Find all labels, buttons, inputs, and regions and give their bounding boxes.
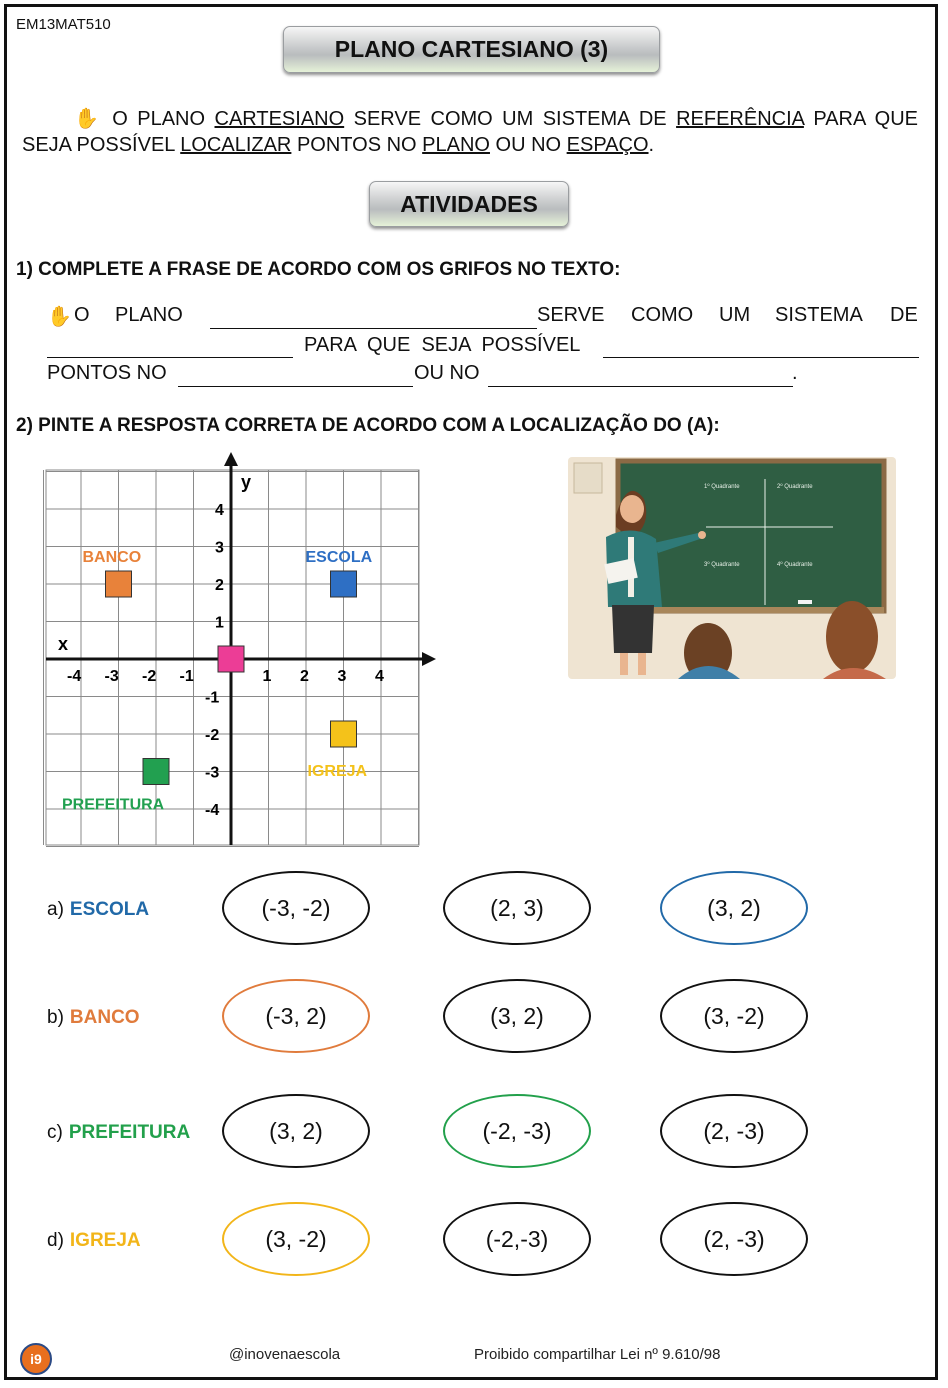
intro-text: OU NO <box>489 134 567 156</box>
option-letter: c) <box>47 1122 63 1143</box>
curriculum-code: EM13MAT510 <box>16 16 111 33</box>
sentence-word: DE <box>890 304 918 326</box>
y-axis-label: y <box>241 472 252 492</box>
intro-paragraph <box>22 106 918 158</box>
answer-blank-2[interactable] <box>47 357 293 358</box>
x-tick-label: 3 <box>337 668 347 685</box>
intro-text: . <box>648 134 655 156</box>
option-place-name: PREFEITURA <box>68 1122 191 1143</box>
option-label-prefeitura <box>47 1122 190 1144</box>
y-axis-arrow <box>224 452 238 466</box>
sentence-text: . <box>792 362 798 384</box>
quadrant-2-label: 2º Quadrante <box>777 484 813 490</box>
keyword-referencia: REFERÊNCIA <box>676 108 804 130</box>
answer-choice[interactable]: (3, -2) <box>660 979 808 1053</box>
quadrant-4-label: 4º Quadrante <box>777 562 813 568</box>
keyword-cartesiano: CARTESIANO <box>214 108 345 130</box>
escola-marker <box>331 571 357 597</box>
fill-in-sentence <box>47 304 919 394</box>
igreja-label: IGREJA <box>307 763 368 780</box>
x-tick-label: 2 <box>300 668 309 685</box>
x-tick-label: 4 <box>375 668 384 685</box>
y-tick-label: 1 <box>215 614 224 632</box>
sentence-word: SISTEMA <box>775 304 863 326</box>
x-tick-label: -2 <box>142 668 157 685</box>
option-place-name: ESCOLA <box>69 899 150 920</box>
answer-choice[interactable]: (-3, -2) <box>222 871 370 945</box>
hand-icon: ✋ <box>74 108 103 130</box>
intro-text: SEJA POSSÍVEL <box>22 134 181 156</box>
answer-choice[interactable]: (2, -3) <box>660 1202 808 1276</box>
footer-notice: Proibido compartilhar Lei nº 9.610/98 <box>474 1346 721 1363</box>
sentence-word: SERVE <box>537 304 605 326</box>
sentence-word: COMO <box>631 304 694 326</box>
answer-choice[interactable]: (3, 2) <box>660 871 808 945</box>
y-tick-label: -2 <box>205 727 220 744</box>
answer-blank-3[interactable] <box>603 357 919 358</box>
option-label-escola <box>47 899 149 921</box>
option-place-name: BANCO <box>69 1007 140 1028</box>
option-label-banco <box>47 1007 140 1029</box>
footer-handle: @inovenaescola <box>229 1346 341 1363</box>
prefeitura-marker <box>143 759 169 785</box>
option-label-igreja <box>47 1230 141 1252</box>
sentence-word: PLANO <box>115 304 183 326</box>
y-tick-label: 4 <box>215 502 224 519</box>
hand-icon: ✋ <box>47 306 72 328</box>
answer-choice[interactable]: (3, -2) <box>222 1202 370 1276</box>
answer-choice[interactable]: (-2, -3) <box>443 1094 591 1168</box>
y-tick-label: 2 <box>215 577 224 594</box>
sentence-word: O <box>74 304 90 326</box>
intro-text: PONTOS NO <box>291 134 423 156</box>
y-tick-label: -3 <box>205 764 220 782</box>
x-tick-label: -3 <box>104 668 119 685</box>
igreja-marker <box>331 721 357 747</box>
sentence-text: PONTOS NO <box>47 362 167 384</box>
answer-blank-5[interactable] <box>488 386 793 387</box>
teacher-blackboard-illustration <box>568 457 896 679</box>
sentence-text: PARA QUE SEJA POSSÍVEL <box>304 334 581 356</box>
answer-choice[interactable]: (3, 2) <box>443 979 591 1053</box>
option-letter: d) <box>47 1230 64 1251</box>
answer-choice[interactable]: (-3, 2) <box>222 979 370 1053</box>
x-axis-arrow <box>422 652 436 666</box>
quadrant-3-label: 3º Quadrante <box>704 562 740 568</box>
answer-choice[interactable]: (-2,-3) <box>443 1202 591 1276</box>
page-title: PLANO CARTESIANO (3) <box>283 26 660 73</box>
intro-text: SERVE COMO UM SISTEMA DE <box>344 108 677 130</box>
y-tick-label: -1 <box>205 689 220 707</box>
x-tick-label: -4 <box>67 668 82 685</box>
prefeitura-label: PREFEITURA <box>62 796 165 814</box>
brand-logo: i9 <box>20 1343 52 1375</box>
y-tick-label: -4 <box>205 802 220 819</box>
origin-marker <box>218 646 244 672</box>
keyword-plano: PLANO <box>422 134 490 156</box>
sentence-text: OU NO <box>414 362 480 384</box>
option-place-name: IGREJA <box>69 1230 141 1251</box>
y-tick-label: 3 <box>215 539 224 557</box>
keyword-espaco: ESPAÇO <box>566 134 649 156</box>
sentence-word: UM <box>719 304 751 326</box>
question-2-title: 2) PINTE A RESPOSTA CORRETA DE ACORDO COM A LOCALIZAÇÃO DO (A): <box>16 415 720 436</box>
question-1-title: 1) COMPLETE A FRASE DE ACORDO COM OS GRIFOS NO TEXTO: <box>16 259 621 280</box>
answer-choice[interactable]: (2, -3) <box>660 1094 808 1168</box>
activities-title: ATIVIDADES <box>369 181 569 227</box>
x-tick-label: 1 <box>262 668 272 685</box>
quadrant-1-label: 1º Quadrante <box>704 484 740 490</box>
cartesian-plane <box>36 452 446 852</box>
banco-label: BANCO <box>82 549 142 566</box>
banco-marker <box>106 571 132 597</box>
intro-text: O PLANO <box>112 108 215 130</box>
option-letter: b) <box>47 1007 64 1028</box>
answer-blank-1[interactable] <box>210 328 537 329</box>
answer-choice[interactable]: (2, 3) <box>443 871 591 945</box>
escola-label: ESCOLA <box>305 549 373 566</box>
keyword-localizar: LOCALIZAR <box>180 134 292 156</box>
x-tick-label: -1 <box>179 668 194 685</box>
answer-blank-4[interactable] <box>178 386 413 387</box>
answer-choice[interactable]: (3, 2) <box>222 1094 370 1168</box>
intro-text: PARA QUE <box>803 108 918 130</box>
option-letter: a) <box>47 899 64 920</box>
x-axis-label: x <box>58 634 69 654</box>
